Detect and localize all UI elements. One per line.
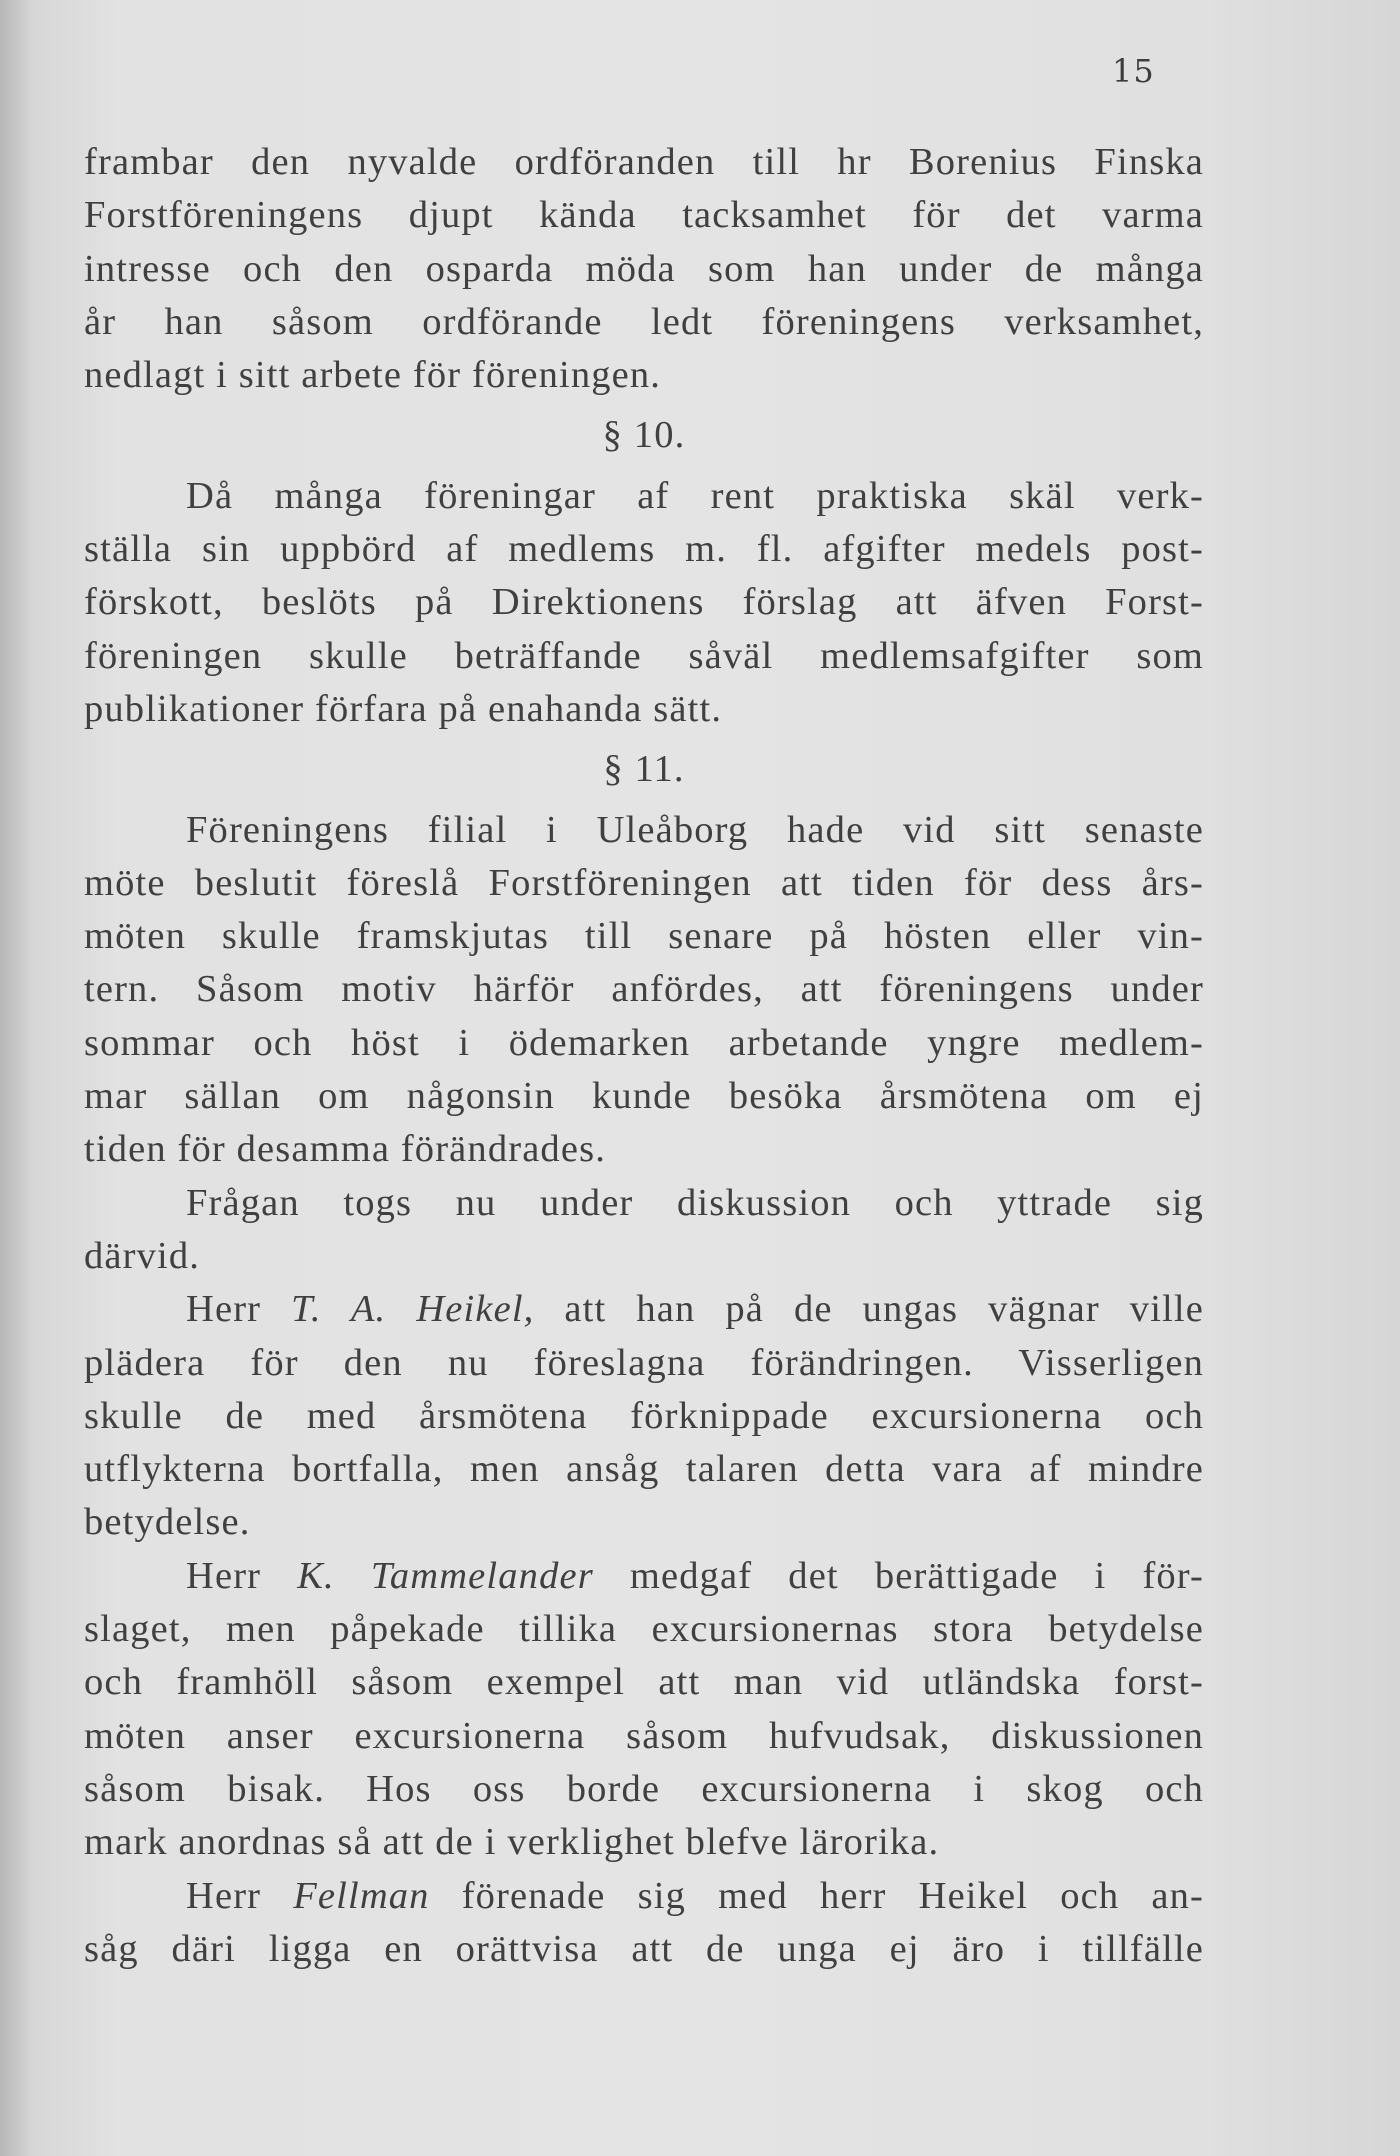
speaker-name-heikel: T. A. Heikel, [291, 1288, 535, 1331]
text-line: mar sällan om någonsin kunde besöka årsmötena om ej [84, 1075, 1204, 1118]
text-run: medgaf det berättigade i för- [593, 1554, 1204, 1597]
text-line: såg däri ligga en orättvisa att de unga ej äro i tillfälle [84, 1927, 1204, 1970]
text-line: utflykterna bortfalla, men ansåg talaren detta vara af mindre [84, 1448, 1204, 1491]
text-line: möten anser excursionerna såsom hufvudsak, diskussionen [84, 1714, 1204, 1757]
text-line: plädera för den nu föreslagna förändringen. Visserligen [84, 1341, 1204, 1384]
text-line: betydelse. [84, 1501, 251, 1544]
text-line [84, 1283, 1204, 1336]
text-line: tiden för desamma förändrades. [84, 1128, 606, 1171]
text-line: möte beslutit föreslå Forstföreningen att tiden för dess års- [84, 861, 1204, 904]
text-line: såsom bisak. Hos oss borde excursionerna i skog och [84, 1767, 1204, 1810]
text-line: därvid. [84, 1234, 201, 1277]
text-line: mark anordnas så att de i verklighet blefve lärorika. [84, 1821, 940, 1864]
text-run: Herr [186, 1554, 298, 1597]
speaker-name-tammelander: K. Tammelander [297, 1554, 594, 1597]
speaker-name-fellman: Fellman [293, 1874, 430, 1917]
text-line: föreningen skulle beträffande såväl medlemsafgifter som [84, 634, 1204, 677]
text-line [84, 1870, 1204, 1923]
text-run: förenade sig med herr Heikel och an- [429, 1874, 1204, 1917]
text-run: Herr [186, 1874, 294, 1917]
text-line: nedlagt i sitt arbete för föreningen. [84, 354, 662, 397]
page-body [84, 136, 1204, 1976]
text-line: ställa sin uppbörd af medlems m. fl. afgifter medels post- [84, 528, 1204, 571]
text-line [84, 1550, 1204, 1603]
spine-shadow [0, 0, 30, 2156]
text-line: intresse och den osparda möda som han under de många [84, 247, 1204, 290]
text-line: Då många föreningar af rent praktiska skäl verk- [186, 474, 1204, 517]
text-line: sommar och höst i ödemarken arbetande yngre medlem- [84, 1021, 1204, 1064]
text-line: Föreningens filial i Uleåborg hade vid sitt senaste [186, 808, 1204, 851]
text-line: tern. Såsom motiv härför anfördes, att föreningens under [84, 968, 1204, 1011]
text-run: Herr [186, 1288, 292, 1331]
text-line: möten skulle framskjutas till senare på hösten eller vin- [84, 915, 1204, 958]
text-line: slaget, men påpekade tillika excursionernas stora betydelse [84, 1608, 1204, 1651]
text-line: Forstföreningens djupt kända tacksamhet för det varma [84, 194, 1204, 237]
section-heading-11: § 11. [603, 748, 685, 791]
text-line: skulle de med årsmötena förknippade excursionerna och [84, 1394, 1204, 1437]
text-line: frambar den nyvalde ordföranden till hr Borenius Finska [84, 141, 1204, 183]
text-run: att han på de ungas vägnar ville [534, 1288, 1204, 1331]
section-heading-10: § 10. [602, 414, 686, 457]
text-line: och framhöll såsom exempel att man vid utländska forst- [84, 1661, 1204, 1704]
text-line: publikationer förfara på enahanda sätt. [84, 687, 723, 730]
page-number: 15 [1112, 52, 1155, 90]
text-line: år han såsom ordförande ledt föreningens verksamhet, [84, 300, 1204, 343]
text-line: förskott, beslöts på Direktionens förslag att äfven Forst- [84, 581, 1204, 624]
text-line: Frågan togs nu under diskussion och yttrade sig [186, 1181, 1204, 1224]
